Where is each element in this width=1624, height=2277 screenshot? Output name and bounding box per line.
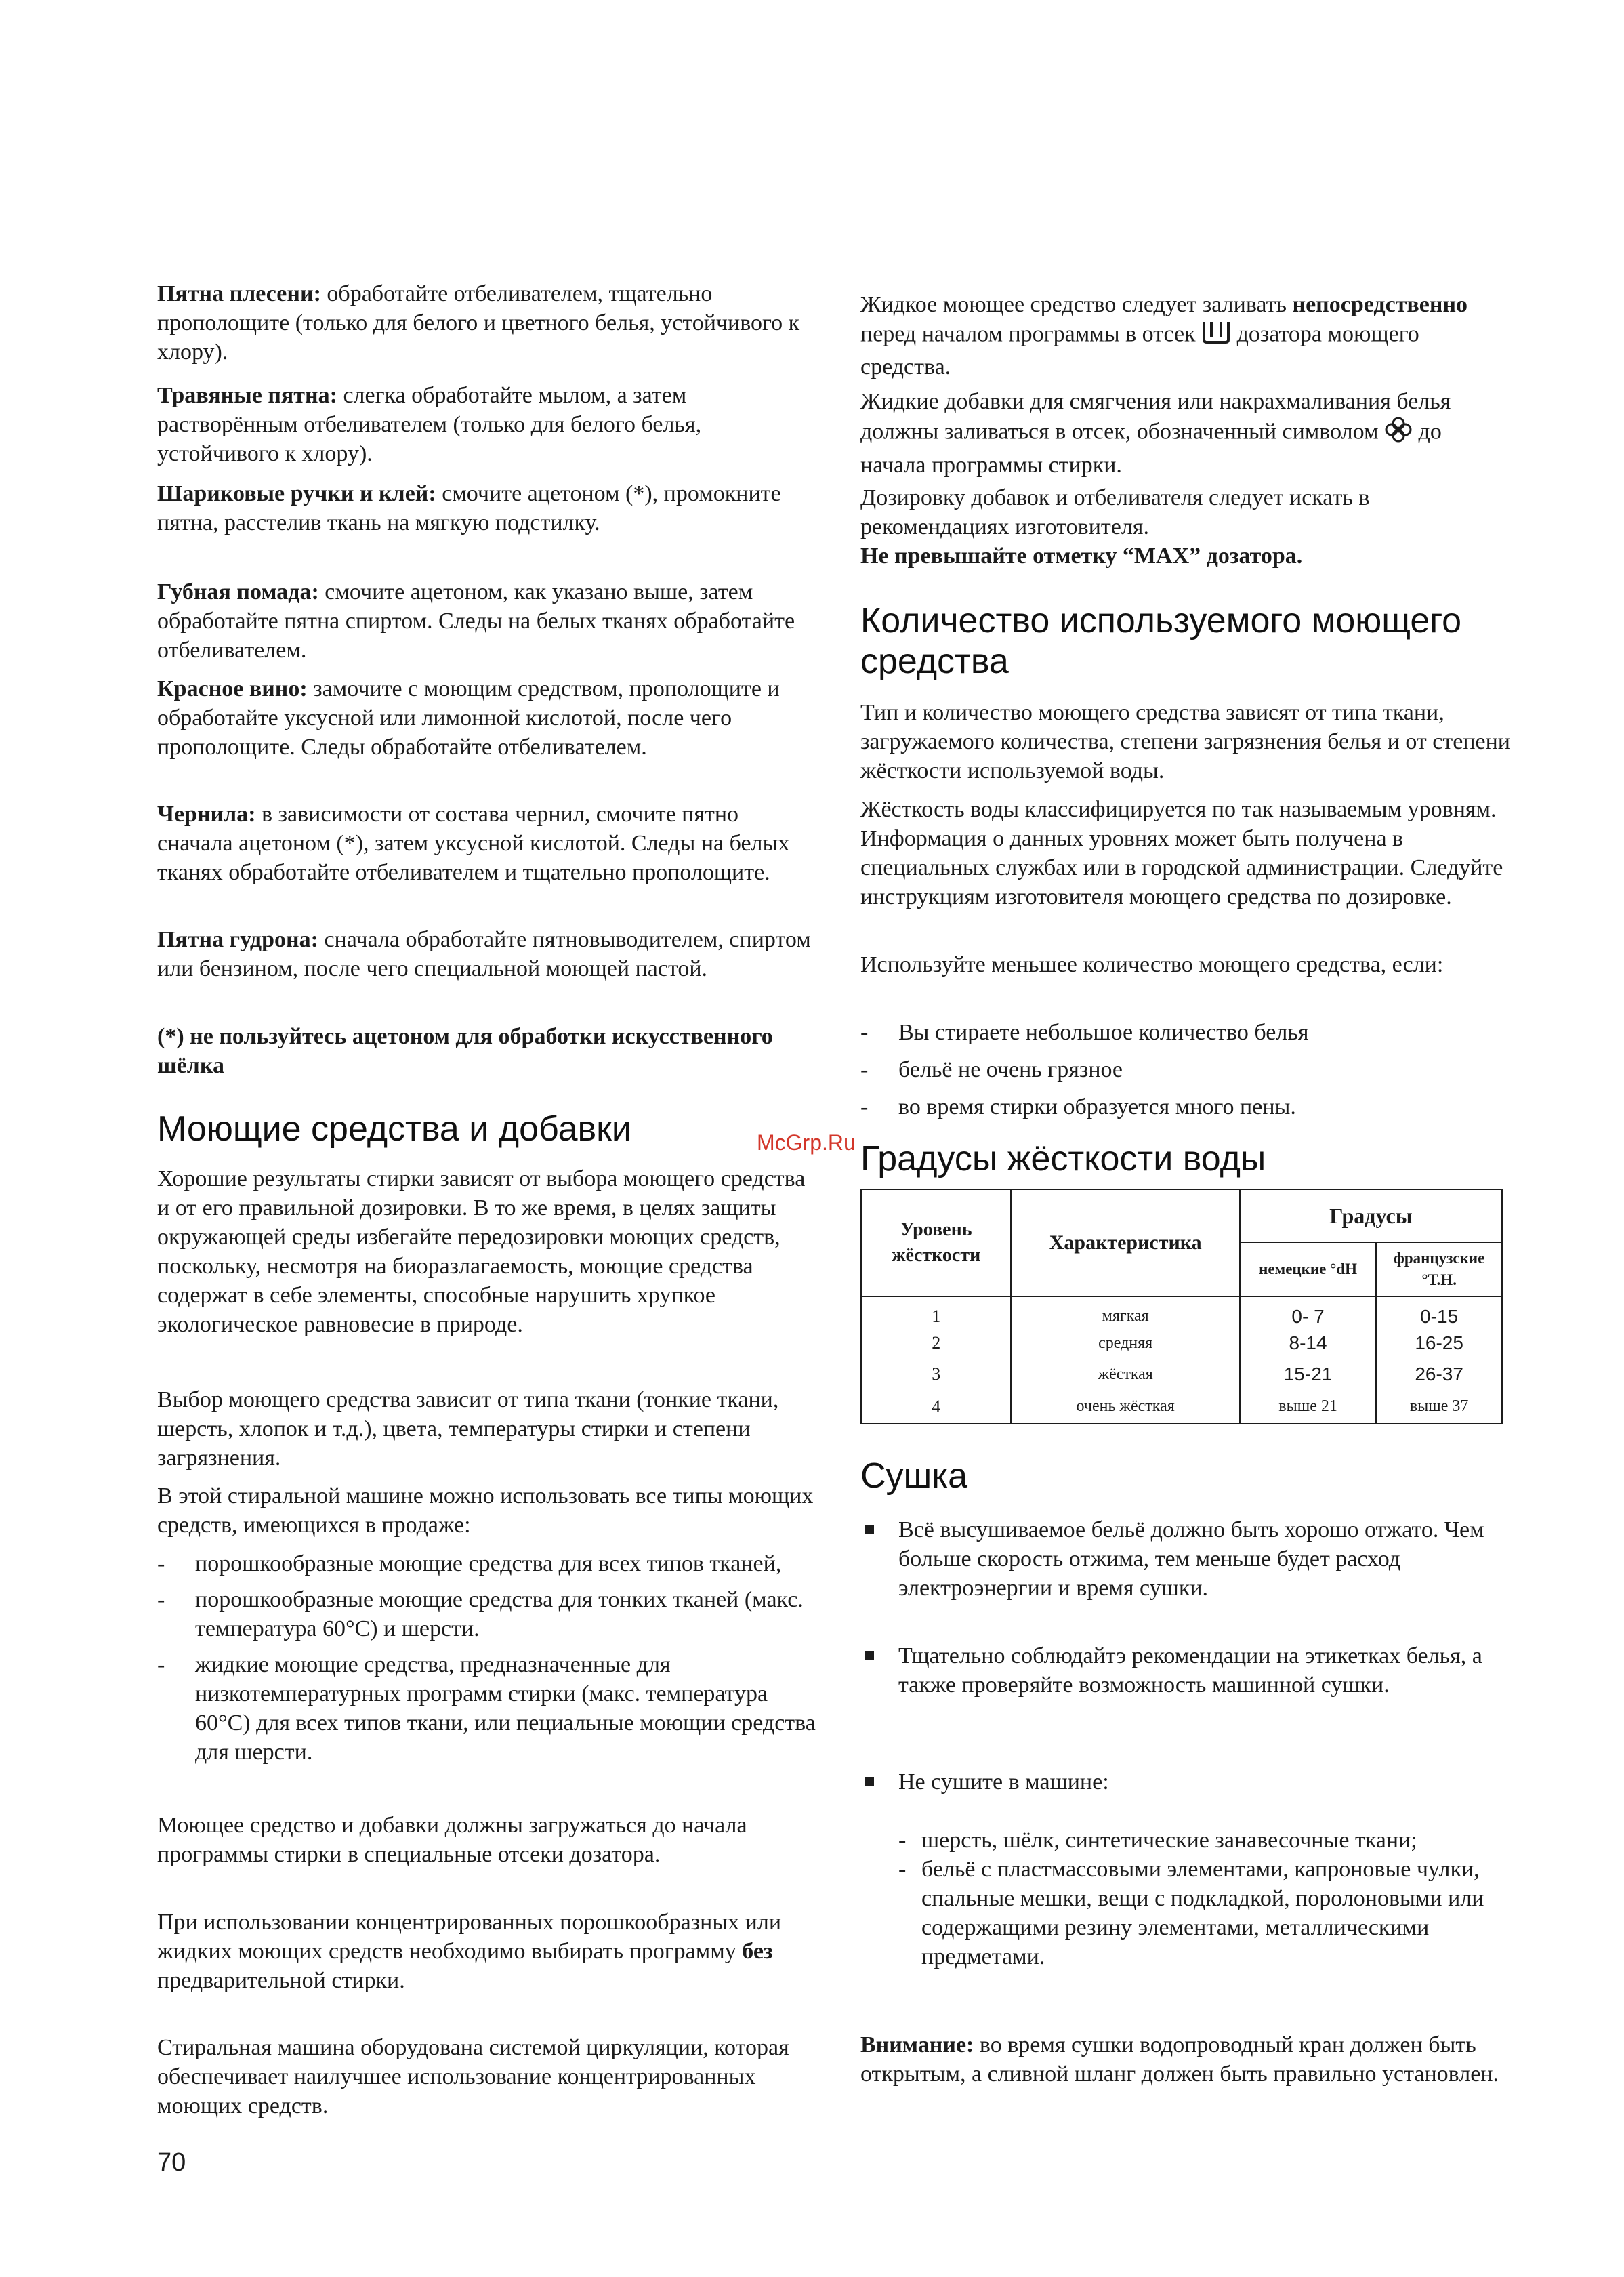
no-dry-list bbox=[898, 1826, 1511, 1971]
table-row: 2 средняя 8-14 16-25 bbox=[861, 1328, 1502, 1359]
watermark: McGrp.Ru bbox=[757, 1130, 856, 1155]
stain-ballpoint: Шариковые ручки и клей: смочите ацетоном (*), промокните пятна, расстелив ткань на мягкую подстилку. bbox=[157, 481, 781, 535]
detergent-choice: Выбор моющего средства зависит от типа ткани (тонкие ткани, шерсть, хлопок и т.д.), цвета, температуры стирки и степени загрязнения. bbox=[157, 1387, 779, 1471]
hardness-heading: Градусы жёсткости воды bbox=[860, 1139, 1266, 1178]
header-degrees: Градусы bbox=[1240, 1189, 1502, 1242]
circulation-paragraph: Стиральная машина оборудована системой циркуляции, которая обеспечивает наилучшее использование концентрированных моющих средств. bbox=[157, 2035, 789, 2118]
table-row: 3 жёсткая 15-21 26-37 bbox=[861, 1359, 1502, 1390]
drying-item: Не сушите в машине: bbox=[860, 1767, 1511, 1797]
header-level: Уровень жёсткости bbox=[861, 1189, 1011, 1296]
stain-mold: Пятна плесени: обработайте отбеливателем, тщательно прополощите (только для белого и цветного белья, устойчивого к хлору). bbox=[157, 281, 800, 365]
attention-paragraph: Внимание: во время сушки водопроводный кран должен быть открытым, а сливной шланг должен быть правильно установлен. bbox=[860, 2032, 1499, 2087]
dosage-paragraph: Дозировку добавок и отбеливателя следует искать в рекомендациях изготовителя. bbox=[860, 485, 1370, 539]
drying-item: Тщательно соблюдайтэ рекомендации на этикетках белья, а также проверяйте возможность машинной сушки. bbox=[860, 1641, 1511, 1700]
square-bullet-icon bbox=[865, 1525, 874, 1534]
concentrated-paragraph: При использовании концентрированных порошкообразных или жидких моющих средств необходимо выбирать программу без предварительной стирки. bbox=[157, 1910, 782, 1993]
list-item: - шерсть, шёлк, синтетические занавесочные ткани; bbox=[898, 1828, 1417, 1853]
square-bullet-icon bbox=[865, 1651, 874, 1660]
detergent-types-intro: В этой стиральной машине можно использовать все типы моющих средств, имеющихся в продаже: bbox=[157, 1483, 814, 1538]
list-item: - порошкообразные моющие средства для всех типов тканей, bbox=[157, 1551, 782, 1576]
hardness-table bbox=[860, 1189, 1503, 1424]
amount-heading: Количество используемого моющего средства bbox=[860, 601, 1462, 681]
list-item: - бельё с пластмассовыми элементами, капроновые чулки, спальные мешки, вещи с подкладкой, поролоновыми или содержащими резину элементами, металлическими предметами. bbox=[898, 1857, 1484, 1969]
header-french: французские °Т.Н. bbox=[1376, 1242, 1502, 1296]
drying-heading: Сушка bbox=[860, 1456, 968, 1496]
additives-paragraph: Жидкие добавки для смягчения или накрахмаливания белья должны заливаться в отсек, обозначенный символом до начала программы стирки. bbox=[860, 389, 1451, 478]
stain-lipstick: Губная помада: смочите ацетоном, как указано выше, затем обработайте пятна спиртом. Следы на белых тканях обработайте отбеливателем. bbox=[157, 579, 795, 663]
max-warning: Не превышайте отметку “MAX” дозатора. bbox=[860, 543, 1303, 569]
list-item: - во время стирки образуется много пены. bbox=[860, 1094, 1296, 1120]
table-row: 1 мягкая 0- 7 0-15 bbox=[861, 1296, 1502, 1328]
less-detergent-intro: Используйте меньшее количество моющего средства, если: bbox=[860, 952, 1444, 977]
header-german: немецкие °dH bbox=[1240, 1242, 1376, 1296]
stain-grass: Травяные пятна: слегка обработайте мылом, а затем растворённым отбеливателем (только для белого белья, устойчивого к хлору). bbox=[157, 383, 702, 466]
hardness-info-paragraph: Жёсткость воды классифицируется по так называемым уровням. Информация о данных уровнях может быть получена в специальных службах или в городской администрации. Следуйте инструкциям изготовителя моющего средства по дозировке. bbox=[860, 797, 1503, 909]
stain-ink: Чернила: в зависимости от состава чернил, смочите пятно сначала ацетоном (*), затем уксусной кислотой. Следы на белых тканях обработайте отбеливателем и тщательно прополощите. bbox=[157, 802, 790, 885]
loading-paragraph: Моющее средство и добавки должны загружаться до начала программы стирки в специальные отсеки дозатора. bbox=[157, 1813, 747, 1867]
stain-tar: Пятна гудрона: сначала обработайте пятновыводителем, спиртом или бензином, после чего специальной моющей пастой. bbox=[157, 927, 811, 981]
less-detergent-list bbox=[860, 1018, 1511, 1122]
amount-paragraph: Тип и количество моющего средства зависят от типа ткани, загружаемого количества, степени загрязнения белья и от степени жёсткости используемой воды. bbox=[860, 700, 1510, 783]
list-item: - бельё не очень грязное bbox=[860, 1057, 1123, 1082]
list-item: - Вы стираете небольшое количество белья bbox=[860, 1020, 1309, 1045]
liquid-detergent-paragraph: Жидкое моющее средство следует заливать непосредственно перед началом программы в отсек дозатора моющего средства. bbox=[860, 292, 1468, 380]
stain-red-wine: Красное вино: замочите с моющим средством, прополощите и обработайте уксусной или лимонной кислотой, после чего прополощите. Следы обработайте отбеливателем. bbox=[157, 676, 780, 760]
detergents-heading: Моющие средства и добавки bbox=[157, 1109, 631, 1149]
liquid-compartment-icon bbox=[1201, 319, 1231, 352]
detergents-intro: Хорошие результаты стирки зависят от выбора моющего средства и от его правильной дозировки. В то же время, в целях защиты окружающей среды избегайте передозировки моющих средств, поскольку, несмотря на биоразлагаемость, моющие средства содержат в себе элементы, способные нарушить хрупкое экологическое равновесие в природе. bbox=[157, 1166, 806, 1337]
square-bullet-icon bbox=[865, 1777, 874, 1786]
header-characteristic: Характеристика bbox=[1011, 1189, 1239, 1296]
page-number: 70 bbox=[157, 2148, 186, 2177]
table-row: 4 очень жёсткая выше 21 выше 37 bbox=[861, 1390, 1502, 1424]
drying-item: Всё высушиваемое бельё должно быть хорошо отжато. Чем больше скорость отжима, тем меньше будет расход электроэнергии и время сушки. bbox=[860, 1515, 1511, 1603]
list-item: - порошкообразные моющие средства для тонких тканей (макс. температура 60°C) и шерсти. bbox=[157, 1587, 804, 1641]
detergent-types-list bbox=[157, 1549, 816, 1767]
softener-flower-icon bbox=[1384, 416, 1413, 451]
list-item: - жидкие моющие средства, предназначенные для низкотемпературных программ стирки (макс. температура 60°C) для всех типов ткани, или пециальные моющии средства для шерсти. bbox=[157, 1652, 816, 1765]
acetone-note: (*) не пользуйтесь ацетоном для обработки искусственного шёлка bbox=[157, 1024, 773, 1078]
